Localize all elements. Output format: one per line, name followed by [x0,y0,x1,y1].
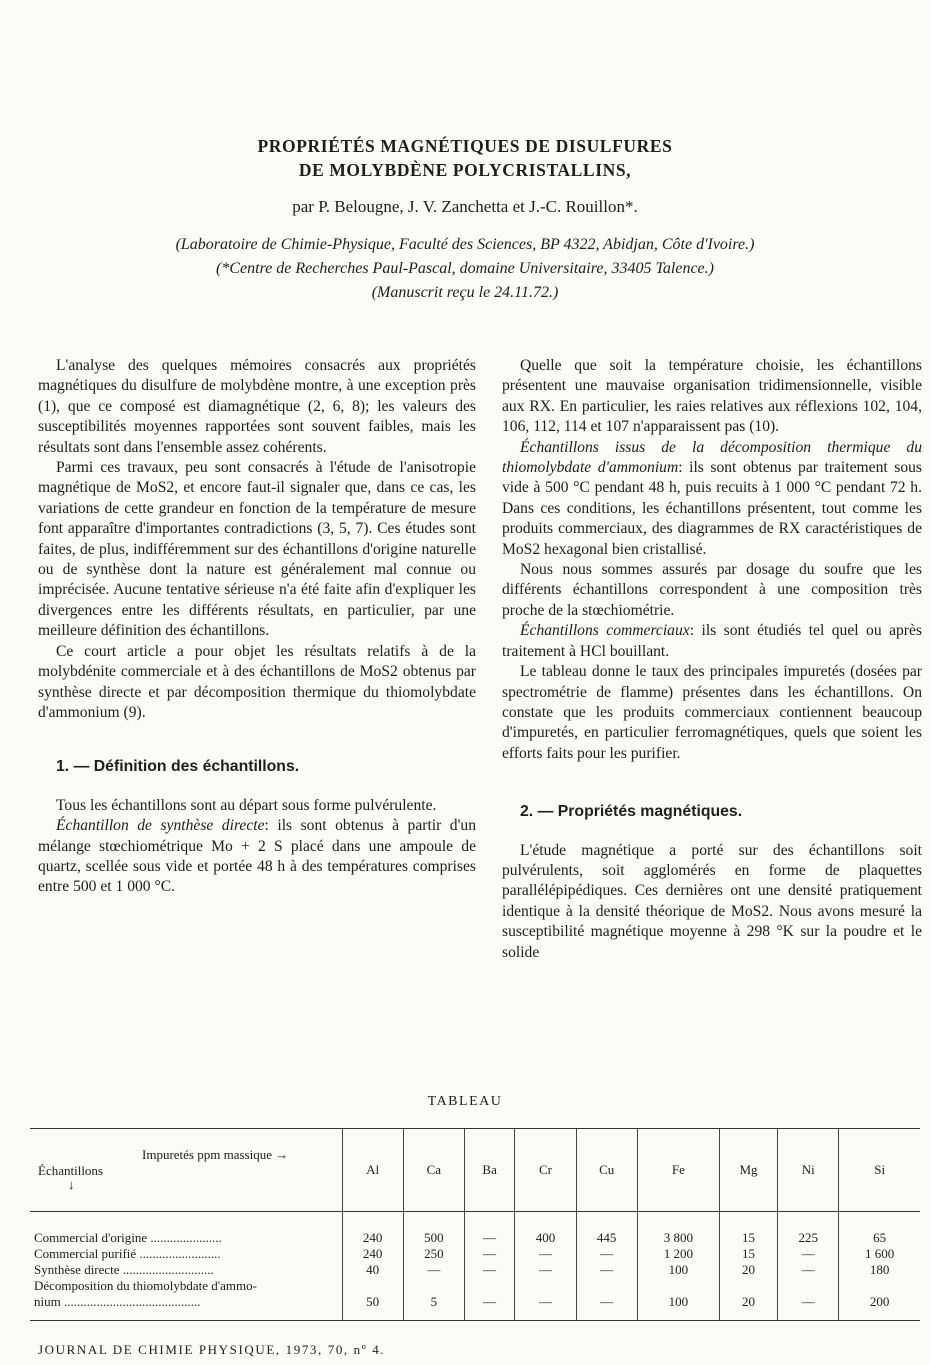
table-cell: 3 800 [637,1212,719,1247]
table-row [30,1294,920,1321]
affiliations [0,233,930,305]
table-cell: — [464,1212,514,1247]
table-cell: 240 [342,1212,403,1247]
left-column [38,356,476,898]
table-cell: 20 [719,1294,777,1321]
paragraph [38,816,476,898]
table-cell: 40 [342,1262,403,1278]
table-cell: — [778,1246,839,1262]
paragraph-text: : ils sont obtenus à partir d'un mélange stœchiométrique Mo + 2 S placé dans une ampoule de quartz, scellée sous vide et portée 48 h à des températures comprises entre 500 et 1 000 °C. [38,817,476,896]
table-cell: 200 [839,1294,920,1321]
table-cell: 240 [342,1246,403,1262]
column-header: Ba [464,1129,514,1212]
table-cell: — [515,1294,576,1321]
right-column [502,356,922,963]
table-cell: 65 [839,1212,920,1247]
table-cell: 445 [576,1212,637,1247]
table-cell: — [464,1246,514,1262]
received-date: (Manuscrit reçu le 24.11.72.) [371,284,559,301]
samples-label: Échantillons [38,1163,103,1178]
row-label: Décomposition du thiomolybdate d'ammo- [34,1278,257,1293]
paragraph [502,621,922,662]
paragraph: Tous les échantillons sont au départ sous forme pulvérulente. [56,796,437,814]
table-caption: TABLEAU [427,1094,503,1109]
journal-footer: JOURNAL DE CHIMIE PHYSIQUE, 1973, 70, nº 4. [38,1342,386,1357]
paragraph: Parmi ces travaux, peu sont consacrés à l'étude de l'anisotropie magnétique de MoS2, et encore faut-il signaler que, dans ce cas, les variations de cette grandeur en fonction de la température de mesure font apparaître d'importantes contradictions (3, 5, 7). Ces études sont faites, de plus, indifféremment sur des échantillons d'origine naturelle ou de synthèse dont la nature est généralement mal connue ou imprécisée. Aucune tentative sérieuse n'a été faite afin d'expliquer les divergences entre les différents résultats, en particulier, par une meilleure définition des échantillons. [38,459,476,640]
section-heading-1: 1. — Définition des échantillons. [56,758,300,776]
paragraph-text: : ils sont étudiés tel quel ou après traitement à HCl bouillant. [502,622,922,660]
impurities-table [30,1128,920,1321]
table-cell [839,1278,920,1294]
column-header: Cu [576,1129,637,1212]
table-cell: — [778,1294,839,1321]
table-cell: — [778,1262,839,1278]
table-cell: 100 [637,1294,719,1321]
table-cell: — [576,1294,637,1321]
paragraph: Quelle que soit la température choisie, les échantillons présentent une mauvaise organisation tridimensionnelle, visible aux RX. En particulier, les raies relatives aux réflexions 102, 104, 106, 112, 114 et 107 n'apparaissent pas (10). [502,357,922,436]
title-line-2: DE MOLYBDÈNE POLYCRISTALLINS, [298,160,632,180]
column-header: Si [839,1129,920,1212]
table-row [30,1212,920,1247]
table-cell: 15 [719,1212,777,1247]
column-header: Cr [515,1129,576,1212]
article-title [0,134,930,182]
section-heading-2: 2. — Propriétés magnétiques. [520,803,743,821]
table-cell: 250 [403,1246,464,1262]
table-cell [464,1278,514,1294]
table-cell [515,1278,576,1294]
table-cell: — [403,1262,464,1278]
table-header-row [30,1129,920,1212]
table-cell: 20 [719,1262,777,1278]
down-arrow-icon: ↓ [68,1177,75,1192]
column-header: Mg [719,1129,777,1212]
paragraph: Nous nous sommes assurés par dosage du soufre que les différents échantillons correspondent à une composition très proche de la stœchiométrie. [502,561,922,619]
table-cell: 500 [403,1212,464,1247]
column-header: Ca [403,1129,464,1212]
table-cell: 1 600 [839,1246,920,1262]
column-header: Al [342,1129,403,1212]
table-cell: — [464,1262,514,1278]
table-row [30,1262,920,1278]
table-cell [719,1278,777,1294]
table-cell: 5 [403,1294,464,1321]
row-label: Commercial d'origine ...................... [34,1230,222,1245]
authors: par P. Belougne, J. V. Zanchetta et J.-C. Rouillon*. [292,197,638,216]
table-cell [637,1278,719,1294]
table-cell: 180 [839,1262,920,1278]
table-cell: 100 [637,1262,719,1278]
table-cell: 400 [515,1212,576,1247]
table-cell [403,1278,464,1294]
table-cell: — [576,1262,637,1278]
table-cell [778,1278,839,1294]
table-cell [342,1278,403,1294]
paragraph: Ce court article a pour objet les résultats relatifs à de la molybdénite commerciale et à des échantillons de MoS2 obtenus par synthèse directe et par décomposition thermique du thiomolybdate d'ammonium (9). [38,642,476,721]
table-cell: 1 200 [637,1246,719,1262]
table-cell: 225 [778,1212,839,1247]
table-cell [576,1278,637,1294]
column-header: Ni [778,1129,839,1212]
row-label: nium .......................................... [30,1294,342,1321]
affiliation-2: (*Centre de Recherches Paul-Pascal, domaine Universitaire, 33405 Talence.) [216,260,714,277]
table-row [30,1278,920,1294]
italic-lead: Échantillons issus de la décomposition thermique du thiomolybdate d'ammonium [502,438,922,477]
table-row [30,1246,920,1262]
paragraph: L'étude magnétique a porté sur des échantillons soit pulvérulents, soit agglomérés en forme de plaquettes parallélépipédiques. Ces dernières ont une densité pratiquement identique à la densité théorique de MoS2. Nous avons mesuré la susceptibilité magnétique moyenne à 298 °K sur la poudre et le solide [502,841,922,961]
paragraph: Le tableau donne le taux des principales impuretés (dosées par spectrométrie de flamme) présentes dans les échantillons. On constate que les produits commerciaux contiennent beaucoup d'impuretés, en particulier ferromagnétiques, quels que soient les efforts faits pour les purifier. [502,663,922,762]
corner-header [30,1129,342,1212]
table-cell: — [464,1294,514,1321]
row-label: Commercial purifié ......................... [34,1246,221,1261]
paragraph-text: : ils sont obtenus par traitement sous vide à 500 °C pendant 48 h, puis recuits à 1 000 °C pendant 72 h. Dans ces conditions, les échantillons présentent, tout comme les produits commerciaux, des diagrammes de RX caractéristiques de MoS2 hexagonal bien cristallisé. [502,459,922,558]
row-label: Synthèse directe ............................ [34,1262,214,1277]
table-cell: 15 [719,1246,777,1262]
affiliation-1: (Laboratoire de Chimie-Physique, Faculté des Sciences, BP 4322, Abidjan, Côte d'Ivoire.) [175,236,755,253]
italic-lead: Échantillon de synthèse directe [56,817,265,835]
italic-lead: Échantillons commerciaux [520,622,690,640]
table-cell: — [515,1262,576,1278]
table-cell: — [515,1246,576,1262]
impurities-label: Impuretés ppm massique → [142,1147,289,1162]
title-line-1: PROPRIÉTÉS MAGNÉTIQUES DE DISULFURES [257,136,673,156]
table-cell: — [576,1246,637,1262]
column-header: Fe [637,1129,719,1212]
table-cell: 50 [342,1294,403,1321]
paragraph [502,438,922,560]
paragraph: L'analyse des quelques mémoires consacrés aux propriétés magnétiques du disulfure de molybdène montre, à une exception près (1), que ce composé est diamagnétique (2, 6, 8); les valeurs des susceptibilités moyennes rapportées sont souvent faibles, mais les résultats sont dans l'ensemble assez cohérents. [38,357,476,456]
